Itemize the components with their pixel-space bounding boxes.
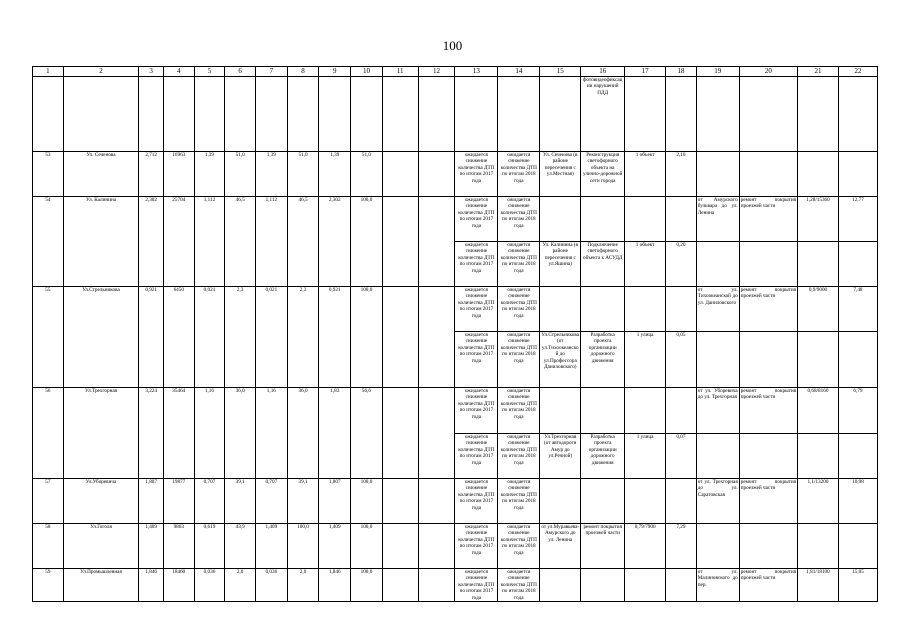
- value-c3: 2,302: [139, 197, 164, 287]
- value-c7: 1,16: [255, 388, 287, 479]
- section-c19: от ул. Уборевича до ул. Трехгорная: [696, 388, 739, 434]
- location-c15: Ул. Калинина (в районе пересечения с ул.Яшина): [540, 242, 581, 287]
- value-c10: 56,6: [351, 388, 383, 479]
- cost-c18: [666, 388, 697, 434]
- street-name: Ул. Калинина: [63, 197, 139, 287]
- expected-effect-2017: ожидается снижение количества ДТП по итогам 2017 года: [455, 524, 498, 569]
- volume-c21: 1,1/13200: [798, 479, 839, 524]
- value-c7: 0,036: [255, 569, 287, 602]
- volume-c17: [625, 197, 666, 242]
- measure-c16: [581, 197, 625, 242]
- expected-effect-2018: ожидается снижение количества ДТП по итогам 2018 года: [498, 569, 540, 602]
- cost-c22: [838, 242, 877, 287]
- volume-c17: [625, 569, 666, 602]
- measure-c16: Разработка проекта организации дорожного движения: [581, 434, 625, 479]
- column-number-13: 13: [455, 67, 498, 77]
- value-c6: 36,0: [225, 388, 256, 479]
- value-c9: 1,39: [319, 152, 351, 197]
- volume-c17: 1 объект: [625, 152, 666, 197]
- volume-c21: [798, 524, 839, 569]
- section-c19: от ул. Трехгорная до ул. Саратовская: [696, 479, 739, 524]
- empty-c11: [382, 152, 418, 197]
- cost-c18: 2,10: [666, 152, 697, 197]
- empty-c12: [418, 197, 455, 287]
- work-type-c20: [739, 332, 797, 388]
- value-c6: 2,0: [225, 569, 256, 602]
- column-number-15: 15: [540, 67, 581, 77]
- cost-c22: 7,48: [838, 287, 877, 332]
- cost-c22: 15,05: [838, 569, 877, 602]
- value-c5: 0,021: [194, 287, 225, 388]
- volume-c21: [798, 332, 839, 388]
- column-number-18: 18: [666, 67, 697, 77]
- table-row: [33, 152, 878, 197]
- value-c5: 0,619: [194, 524, 225, 569]
- continuation-row: [33, 77, 878, 152]
- volume-c21: [798, 152, 839, 197]
- column-number-9: 9: [319, 67, 351, 77]
- value-c9: 1,846: [319, 569, 351, 602]
- street-name: Ул.Промышленная: [63, 569, 139, 602]
- value-c3: 3,224: [139, 388, 164, 479]
- value-c8: 36,0: [287, 388, 319, 479]
- empty-c12: [418, 479, 455, 524]
- location-c15: Ул.Стрельникова (от ул.Тихоокеанской до ул.Профессора Даниловского): [540, 332, 581, 388]
- expected-effect-2018: ожидается снижение количества ДТП по итогам 2018 года: [498, 242, 540, 287]
- value-c4: 25704: [163, 197, 194, 287]
- empty-c12: [418, 388, 455, 479]
- work-type-c20: [739, 524, 797, 569]
- section-c19: [696, 332, 739, 388]
- cost-c18: 0,20: [666, 242, 697, 287]
- cost-c18: [666, 287, 697, 332]
- cell-c16-continuation: фотовидеофиксации нарушений ПДД: [581, 77, 625, 152]
- value-c3: 1,409: [139, 524, 164, 569]
- column-number-1: 1: [33, 67, 64, 77]
- value-c8: 51,0: [287, 152, 319, 197]
- table-row: [33, 287, 878, 332]
- value-c4: 6450: [163, 287, 194, 388]
- value-c4: 35464: [163, 388, 194, 479]
- cost-c18: 0,07: [666, 434, 697, 479]
- value-c10: 51,0: [351, 152, 383, 197]
- location-c15: [540, 569, 581, 602]
- row-number: 58: [33, 524, 64, 569]
- street-name: Ул.Трехгорная: [63, 388, 139, 479]
- volume-c21: 0,68/8160: [798, 388, 839, 434]
- street-name: Ул.Гоголя: [63, 524, 139, 569]
- page-number: 100: [442, 38, 463, 53]
- value-c3: 1,846: [139, 569, 164, 602]
- expected-effect-2017: ожидается снижение количества ДТП по итогам 2017 года: [455, 332, 498, 388]
- expected-effect-2018: ожидается снижение количества ДТП по итогам 2018 года: [498, 152, 540, 197]
- value-c10: 100,0: [351, 524, 383, 569]
- work-type-c20: ремонт покрытия проезжей части: [739, 287, 797, 332]
- work-type-c20: [739, 152, 797, 197]
- empty-c11: [382, 197, 418, 287]
- measure-c16: [581, 287, 625, 332]
- value-c6: 51,0: [225, 152, 256, 197]
- table-row: [33, 388, 878, 434]
- column-number-7: 7: [255, 67, 287, 77]
- cost-c22: 6,79: [838, 388, 877, 434]
- volume-c17: 1 улица: [625, 434, 666, 479]
- empty-c12: [418, 569, 455, 602]
- value-c7: 1,112: [255, 197, 287, 287]
- work-type-c20: ремонт покрытия проезжей части: [739, 388, 797, 434]
- value-c5: 1,16: [194, 388, 225, 479]
- volume-c17: [625, 388, 666, 434]
- value-c8: 2,3: [287, 287, 319, 388]
- cost-c18: 0,05: [666, 332, 697, 388]
- cost-c22: [838, 152, 877, 197]
- expected-effect-2018: ожидается снижение количества ДТП по итогам 2018 года: [498, 388, 540, 434]
- value-c5: 0,036: [194, 569, 225, 602]
- row-number: 53: [33, 152, 64, 197]
- value-c7: 1,39: [255, 152, 287, 197]
- location-c15: [540, 197, 581, 242]
- column-number-5: 5: [194, 67, 225, 77]
- column-number-20: 20: [739, 67, 797, 77]
- cost-c18: 7,29: [666, 524, 697, 569]
- volume-c17: 1 улица: [625, 332, 666, 388]
- row-number: 55: [33, 287, 64, 388]
- column-numbers-row: [33, 67, 878, 77]
- row-number: 57: [33, 479, 64, 524]
- section-c19: [696, 524, 739, 569]
- column-number-10: 10: [351, 67, 383, 77]
- value-c7: 0,707: [255, 479, 287, 524]
- measure-c16: [581, 479, 625, 524]
- expected-effect-2018: ожидается снижение количества ДТП по итогам 2018 года: [498, 479, 540, 524]
- expected-effect-2017: ожидается снижение количества ДТП по итогам 2017 года: [455, 569, 498, 602]
- value-c7: 1,409: [255, 524, 287, 569]
- value-c4: 16963: [163, 152, 194, 197]
- value-c3: 1,807: [139, 479, 164, 524]
- row-number: 59: [33, 569, 64, 602]
- cost-c22: 10,98: [838, 479, 877, 524]
- column-number-8: 8: [287, 67, 319, 77]
- row-number: 54: [33, 197, 64, 287]
- column-number-22: 22: [838, 67, 877, 77]
- column-number-12: 12: [418, 67, 455, 77]
- cost-c18: [666, 569, 697, 602]
- table-row: [33, 479, 878, 524]
- street-name: Ул.Уборевича: [63, 479, 139, 524]
- cost-c22: [838, 524, 877, 569]
- expected-effect-2017: ожидается снижение количества ДТП по итогам 2017 года: [455, 197, 498, 242]
- volume-c17: 1 объект: [625, 242, 666, 287]
- measure-c16: Подключение светофорного объекта к АСУДД: [581, 242, 625, 287]
- expected-effect-2017: ожидается снижение количества ДТП по итогам 2017 года: [455, 434, 498, 479]
- volume-c17: 0,79/7900: [625, 524, 666, 569]
- expected-effect-2017: ожидается снижение количества ДТП по итогам 2017 года: [455, 479, 498, 524]
- value-c9: 1,409: [319, 524, 351, 569]
- empty-c11: [382, 569, 418, 602]
- location-c15: Ул.Трехгорная (от автодороги Амур до ул.Речной): [540, 434, 581, 479]
- expected-effect-2018: ожидается снижение количества ДТП по итогам 2018 года: [498, 287, 540, 332]
- value-c10: 100,0: [351, 569, 383, 602]
- value-c8: 46,5: [287, 197, 319, 287]
- measure-c16: [581, 569, 625, 602]
- value-c9: 1,807: [319, 479, 351, 524]
- section-c19: [696, 242, 739, 287]
- empty-c12: [418, 287, 455, 388]
- cost-c22: 12,77: [838, 197, 877, 242]
- empty-c12: [418, 152, 455, 197]
- street-name: Ул. Сеченова: [63, 152, 139, 197]
- cost-c18: [666, 197, 697, 242]
- section-c19: от Амурского бульвара до ул. Ленина: [696, 197, 739, 242]
- value-c6: 46,5: [225, 197, 256, 287]
- location-c15: [540, 479, 581, 524]
- value-c9: 2,302: [319, 197, 351, 287]
- measure-c16: Разработка проекта организации дорожного движения: [581, 332, 625, 388]
- table-row: [33, 524, 878, 569]
- empty-c11: [382, 524, 418, 569]
- volume-c21: 1,28/15360: [798, 197, 839, 242]
- measure-c16: ремонт покрытия проезжей части: [581, 524, 625, 569]
- expected-effect-2018: ожидается снижение количества ДТП по итогам 2018 года: [498, 434, 540, 479]
- expected-effect-2017: ожидается снижение количества ДТП по итогам 2017 года: [455, 388, 498, 434]
- value-c5: 0,707: [194, 479, 225, 524]
- measure-c16: Реконструкция светофорного объекта на улично-дорожной сети города: [581, 152, 625, 197]
- table-row: [33, 197, 878, 242]
- column-number-14: 14: [498, 67, 540, 77]
- row-number: 56: [33, 388, 64, 479]
- value-c3: 2,712: [139, 152, 164, 197]
- value-c10: 100,0: [351, 287, 383, 388]
- value-c5: 1,112: [194, 197, 225, 287]
- section-c19: [696, 434, 739, 479]
- road-safety-table: [32, 66, 878, 602]
- value-c9: 1,83: [319, 388, 351, 479]
- expected-effect-2017: ожидается снижение количества ДТП по итогам 2017 года: [455, 152, 498, 197]
- work-type-c20: [739, 242, 797, 287]
- table-row: [33, 569, 878, 602]
- volume-c17: [625, 287, 666, 332]
- value-c6: 43,9: [225, 524, 256, 569]
- column-number-4: 4: [163, 67, 194, 77]
- work-type-c20: ремонт покрытия проезжей части: [739, 479, 797, 524]
- location-c15: от ул.Муравьева-Амурского до ул. Ленина: [540, 524, 581, 569]
- column-number-2: 2: [63, 67, 139, 77]
- measure-c16: [581, 388, 625, 434]
- value-c3: 0,921: [139, 287, 164, 388]
- volume-c17: [625, 479, 666, 524]
- value-c4: 9863: [163, 524, 194, 569]
- work-type-c20: ремонт покрытия проезжей части: [739, 197, 797, 242]
- volume-c21: [798, 434, 839, 479]
- cost-c22: [838, 434, 877, 479]
- volume-c21: 1,81/18100: [798, 569, 839, 602]
- empty-c12: [418, 524, 455, 569]
- cost-c22: [838, 332, 877, 388]
- work-type-c20: [739, 434, 797, 479]
- value-c6: 39,1: [225, 479, 256, 524]
- volume-c21: [798, 242, 839, 287]
- value-c5: 1,39: [194, 152, 225, 197]
- column-number-16: 16: [581, 67, 625, 77]
- location-c15: [540, 388, 581, 434]
- column-number-21: 21: [798, 67, 839, 77]
- value-c4: 18460: [163, 569, 194, 602]
- section-c19: от ул. Тихоокеанской до ул. Даниловского: [696, 287, 739, 332]
- expected-effect-2017: ожидается снижение количества ДТП по итогам 2017 года: [455, 242, 498, 287]
- value-c8: 100,0: [287, 524, 319, 569]
- value-c10: 100,0: [351, 479, 383, 524]
- section-c19: от ул. Малиновского до пер.: [696, 569, 739, 602]
- expected-effect-2018: ожидается снижение количества ДТП по итогам 2018 года: [498, 332, 540, 388]
- expected-effect-2018: ожидается снижение количества ДТП по итогам 2018 года: [498, 197, 540, 242]
- expected-effect-2018: ожидается снижение количества ДТП по итогам 2018 года: [498, 524, 540, 569]
- work-type-c20: ремонт покрытия проезжей части: [739, 569, 797, 602]
- column-number-19: 19: [696, 67, 739, 77]
- column-number-3: 3: [139, 67, 164, 77]
- location-c15: [540, 287, 581, 332]
- value-c6: 2,3: [225, 287, 256, 388]
- column-number-6: 6: [225, 67, 256, 77]
- cost-c18: [666, 479, 697, 524]
- value-c7: 0,021: [255, 287, 287, 388]
- value-c4: 19877: [163, 479, 194, 524]
- section-c19: [696, 152, 739, 197]
- empty-c11: [382, 479, 418, 524]
- expected-effect-2017: ожидается снижение количества ДТП по итогам 2017 года: [455, 287, 498, 332]
- value-c8: 39,1: [287, 479, 319, 524]
- column-number-17: 17: [625, 67, 666, 77]
- location-c15: Ул. Сеченова (в районе пересечения с ул.Местная): [540, 152, 581, 197]
- column-number-11: 11: [382, 67, 418, 77]
- value-c9: 0,921: [319, 287, 351, 388]
- street-name: Ул.Стрельникова: [63, 287, 139, 388]
- volume-c21: 0,9/9000: [798, 287, 839, 332]
- empty-c11: [382, 388, 418, 479]
- value-c10: 100,0: [351, 197, 383, 287]
- empty-c11: [382, 287, 418, 388]
- value-c8: 2,0: [287, 569, 319, 602]
